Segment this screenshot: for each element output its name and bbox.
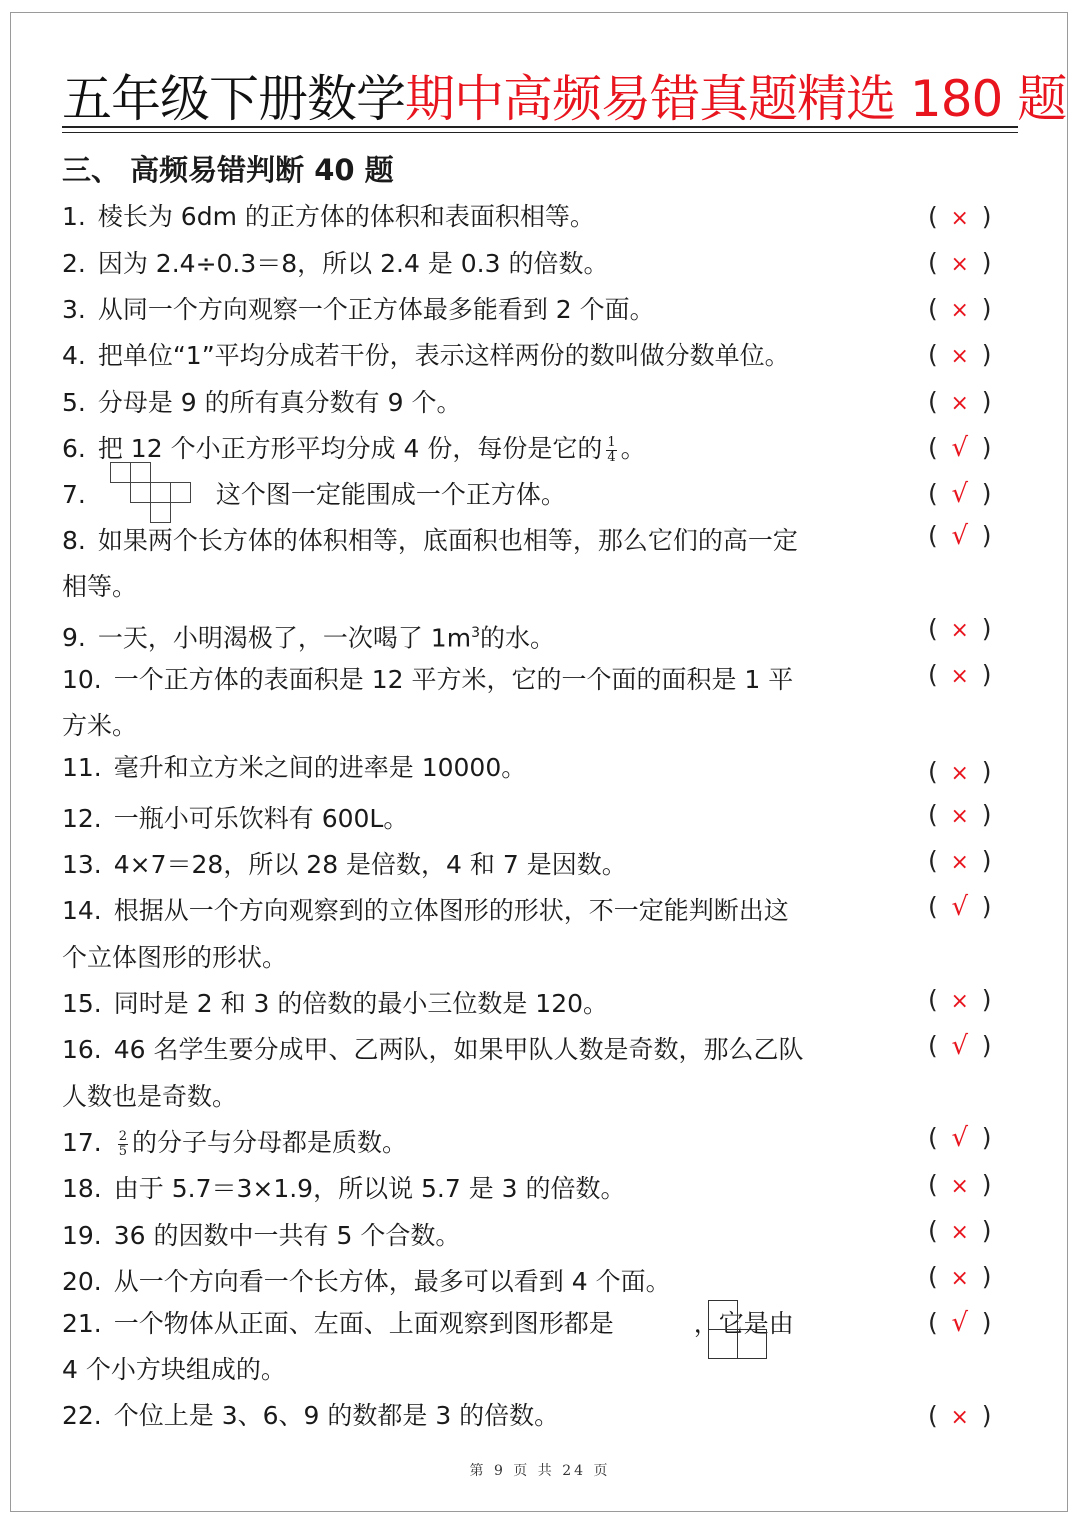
- question-text: 一天，小明渴极了，一次喝了 1m: [97, 623, 472, 653]
- paren-open: (: [928, 202, 938, 231]
- paren-close: ): [981, 1123, 992, 1152]
- question-21-cont: [62, 1347, 286, 1393]
- question-text: 如果两个长方体的体积相等，底面积也相等，那么它们的高一定: [97, 526, 798, 555]
- question-9: [62, 610, 555, 661]
- answer-7: [928, 474, 1008, 514]
- question-number: 12.: [62, 804, 102, 833]
- paren-open: (: [928, 433, 938, 462]
- answer-mark: √: [951, 433, 969, 463]
- question-text: 4×7＝28，所以 28 是倍数，4 和 7 是因数。: [113, 850, 627, 879]
- question-number: 2.: [62, 249, 86, 278]
- answer-20: [928, 1257, 1008, 1299]
- paren-close: ): [981, 479, 992, 508]
- question-12: [62, 796, 408, 842]
- question-number: 18.: [62, 1174, 102, 1203]
- paren-close: ): [981, 846, 992, 875]
- question-number: 13.: [62, 850, 102, 879]
- question-text-cont: 相等。: [62, 572, 138, 601]
- question-2: [62, 241, 608, 287]
- paren-open: (: [928, 294, 938, 323]
- answer-5: [928, 382, 1008, 424]
- paren-open: (: [928, 1401, 938, 1430]
- question-tail: ，它是由: [693, 1309, 794, 1338]
- question-text: 毫升和立方米之间的进率是 10000。: [113, 753, 527, 782]
- question-21: [62, 1301, 794, 1347]
- question-16-cont: [62, 1074, 237, 1120]
- paren-open: (: [928, 800, 938, 829]
- answer-6: [928, 428, 1008, 468]
- answer-mark: ×: [950, 252, 969, 277]
- question-13: [62, 842, 627, 888]
- answer-21: [928, 1303, 1008, 1343]
- question-text: 因为 2.4÷0.3＝8，所以 2.4 是 0.3 的倍数。: [97, 249, 609, 278]
- question-17: [62, 1120, 407, 1166]
- question-number: 20.: [62, 1267, 102, 1296]
- answer-mark: ×: [950, 298, 969, 323]
- shape-square: [737, 1329, 767, 1359]
- question-number: 10.: [62, 665, 102, 694]
- answer-14: [928, 887, 1008, 927]
- question-text: 的分子与分母都是质数。: [132, 1128, 408, 1157]
- answer-10: [928, 655, 1008, 697]
- paren-open: (: [928, 248, 938, 277]
- question-number: 19.: [62, 1221, 102, 1250]
- question-10: [62, 657, 793, 703]
- question-number: 14.: [62, 896, 102, 925]
- paren-close: ): [981, 340, 992, 369]
- paren-open: (: [928, 1308, 938, 1337]
- question-number: 3.: [62, 295, 86, 324]
- question-8-cont: [62, 564, 137, 610]
- question-14: [62, 888, 789, 934]
- shape-square: [708, 1300, 738, 1330]
- answer-mark: √: [951, 479, 969, 509]
- question-number: 15.: [62, 989, 102, 1018]
- paren-open: (: [928, 521, 938, 550]
- section-heading: 三、 高频易错判断 40 题: [62, 153, 394, 187]
- question-1: [62, 194, 595, 240]
- paren-open: (: [928, 892, 938, 921]
- answer-3: [928, 289, 1008, 331]
- question-text: 把单位“1”平均分成若干份，表示这样两份的数叫做分数单位。: [97, 341, 790, 370]
- question-text: 46 名学生要分成甲、乙两队，如果甲队人数是奇数，那么乙队: [113, 1035, 804, 1064]
- paren-open: (: [928, 614, 938, 643]
- answer-mark: √: [951, 521, 969, 551]
- paren-close: ): [981, 433, 992, 462]
- paren-close: ): [981, 202, 992, 231]
- paren-close: ): [981, 1216, 992, 1245]
- paren-open: (: [928, 757, 938, 786]
- question-text: 根据从一个方向观察到的立体图形的形状，不一定能判断出这: [113, 896, 789, 925]
- paren-close: ): [981, 248, 992, 277]
- answer-15: [928, 980, 1008, 1022]
- paren-close: ): [981, 1170, 992, 1199]
- answer-1: [928, 197, 1008, 239]
- question-text: 从同一个方向观察一个正方体最多能看到 2 个面。: [97, 295, 655, 324]
- net-square: [170, 482, 191, 503]
- paren-close: ): [981, 1262, 992, 1291]
- answer-mark: ×: [950, 804, 969, 829]
- question-20: [62, 1259, 671, 1305]
- answer-16: [928, 1026, 1008, 1066]
- paren-open: (: [928, 479, 938, 508]
- question-text: 36 的因数中一共有 5 个合数。: [113, 1221, 461, 1250]
- paren-close: ): [981, 985, 992, 1014]
- answer-11: [928, 752, 1008, 794]
- paren-open: (: [928, 1123, 938, 1152]
- answer-mark: ×: [950, 989, 969, 1014]
- question-text: 个位上是 3、6、9 的数都是 3 的倍数。: [113, 1401, 560, 1430]
- question-text: 由于 5.7＝3×1.9，所以说 5.7 是 3 的倍数。: [113, 1174, 626, 1203]
- paren-open: (: [928, 1216, 938, 1245]
- question-19: [62, 1213, 460, 1259]
- fraction-denominator: 5: [118, 1143, 128, 1159]
- question-text: 一个正方体的表面积是 12 平方米，它的一个面的面积是 1 平: [113, 665, 794, 694]
- question-text: 一个物体从正面、左面、上面观察到图形都是: [113, 1309, 614, 1338]
- paren-close: ): [981, 1031, 992, 1060]
- question-3: [62, 287, 655, 333]
- page-title: [62, 64, 1067, 134]
- question-18: [62, 1166, 626, 1212]
- title-rule: [62, 126, 1018, 128]
- paren-open: (: [928, 846, 938, 875]
- title-rule-thin: [62, 132, 1018, 133]
- question-text-cont: 个立体图形的形状。: [62, 943, 288, 972]
- question-text: 同时是 2 和 3 的倍数的最小三位数是 120。: [113, 989, 609, 1018]
- answer-4: [928, 335, 1008, 377]
- answer-mark: ×: [950, 1174, 969, 1199]
- fraction: [118, 1130, 128, 1159]
- question-8: [62, 518, 798, 564]
- answer-mark: ×: [950, 761, 969, 786]
- question-number: 9.: [62, 623, 86, 653]
- question-text-cont: 人数也是奇数。: [62, 1082, 238, 1111]
- answer-mark: √: [951, 892, 969, 922]
- shape-square: [708, 1329, 738, 1359]
- paren-open: (: [928, 1031, 938, 1060]
- net-square: [150, 482, 171, 503]
- question-22: [62, 1393, 559, 1439]
- title-part1: 五年级下册数学: [62, 70, 405, 128]
- question-text: 这个图一定能围成一个正方体。: [215, 480, 566, 509]
- answer-12: [928, 795, 1008, 837]
- answer-9: [928, 609, 1008, 651]
- answer-mark: ×: [950, 344, 969, 369]
- question-16: [62, 1027, 804, 1073]
- question-number: 16.: [62, 1035, 102, 1064]
- answer-22: [928, 1396, 1008, 1438]
- paren-open: (: [928, 985, 938, 1014]
- paren-close: ): [981, 892, 992, 921]
- answer-8: [928, 516, 1008, 556]
- answer-mark: ×: [950, 1266, 969, 1291]
- net-square: [130, 482, 151, 503]
- fraction: [606, 436, 616, 465]
- answer-17: [928, 1118, 1008, 1158]
- question-14-cont: [62, 935, 287, 981]
- question-5: [62, 380, 461, 426]
- question-text: 从一个方向看一个长方体，最多可以看到 4 个面。: [113, 1267, 671, 1296]
- answer-2: [928, 243, 1008, 285]
- fraction-numerator: 2: [118, 1128, 128, 1144]
- question-number: 11.: [62, 753, 102, 782]
- question-number: 4.: [62, 341, 86, 370]
- answer-mark: ×: [950, 618, 969, 643]
- answer-mark: ×: [950, 1220, 969, 1245]
- answer-18: [928, 1165, 1008, 1207]
- paren-close: ): [981, 614, 992, 643]
- question-text-cont: 方米。: [62, 711, 138, 740]
- answer-13: [928, 841, 1008, 883]
- question-number: 6.: [62, 434, 86, 463]
- title-part2: 期中高频易错真题精选 180 题: [405, 70, 1067, 128]
- fraction-denominator: 4: [607, 449, 616, 465]
- answer-mark: ×: [950, 391, 969, 416]
- view-shape-figure: [706, 1300, 768, 1360]
- paren-close: ): [981, 757, 992, 786]
- answer-mark: √: [951, 1308, 969, 1338]
- question-number: 1.: [62, 202, 86, 231]
- answer-mark: ×: [950, 850, 969, 875]
- question-number: 7.: [62, 480, 86, 509]
- paren-close: ): [981, 660, 992, 689]
- paren-close: ): [981, 387, 992, 416]
- paren-close: ): [981, 521, 992, 550]
- question-number: 5.: [62, 388, 86, 417]
- net-square: [110, 462, 131, 483]
- paren-open: (: [928, 1170, 938, 1199]
- question-tail: 的水。: [480, 623, 556, 653]
- question-text: 分母是 9 的所有真分数有 9 个。: [97, 388, 462, 417]
- question-tail: 。: [620, 434, 646, 463]
- paren-close: ): [981, 800, 992, 829]
- question-number: 22.: [62, 1401, 102, 1430]
- net-square: [130, 462, 151, 483]
- question-number: 8.: [62, 526, 86, 555]
- paren-open: (: [928, 340, 938, 369]
- paren-open: (: [928, 1262, 938, 1291]
- question-10-cont: [62, 703, 137, 749]
- answer-mark: ×: [950, 206, 969, 231]
- answer-mark: ×: [950, 664, 969, 689]
- question-number: 21.: [62, 1309, 102, 1338]
- paren-close: ): [981, 1308, 992, 1337]
- question-15: [62, 981, 608, 1027]
- answer-mark: √: [951, 1031, 969, 1061]
- question-text: 把 12 个小正方形平均分成 4 份，每份是它的: [97, 434, 603, 463]
- answer-19: [928, 1211, 1008, 1253]
- question-11: [62, 745, 526, 791]
- question-4: [62, 333, 790, 379]
- paren-open: (: [928, 660, 938, 689]
- answer-mark: √: [951, 1123, 969, 1153]
- page-footer: 第 9 页 共 24 页: [469, 1463, 611, 1479]
- question-text: 一瓶小可乐饮料有 600L。: [113, 804, 409, 833]
- paren-close: ): [981, 294, 992, 323]
- question-text-cont: 4 个小方块组成的。: [62, 1355, 286, 1384]
- paren-close: ): [981, 1401, 992, 1430]
- fraction-numerator: 1: [607, 434, 616, 450]
- superscript: 3: [471, 625, 480, 641]
- question-number: 17.: [62, 1128, 102, 1157]
- paren-open: (: [928, 387, 938, 416]
- answer-mark: ×: [950, 1405, 969, 1430]
- question-text: 棱长为 6dm 的正方体的体积和表面积相等。: [97, 202, 595, 231]
